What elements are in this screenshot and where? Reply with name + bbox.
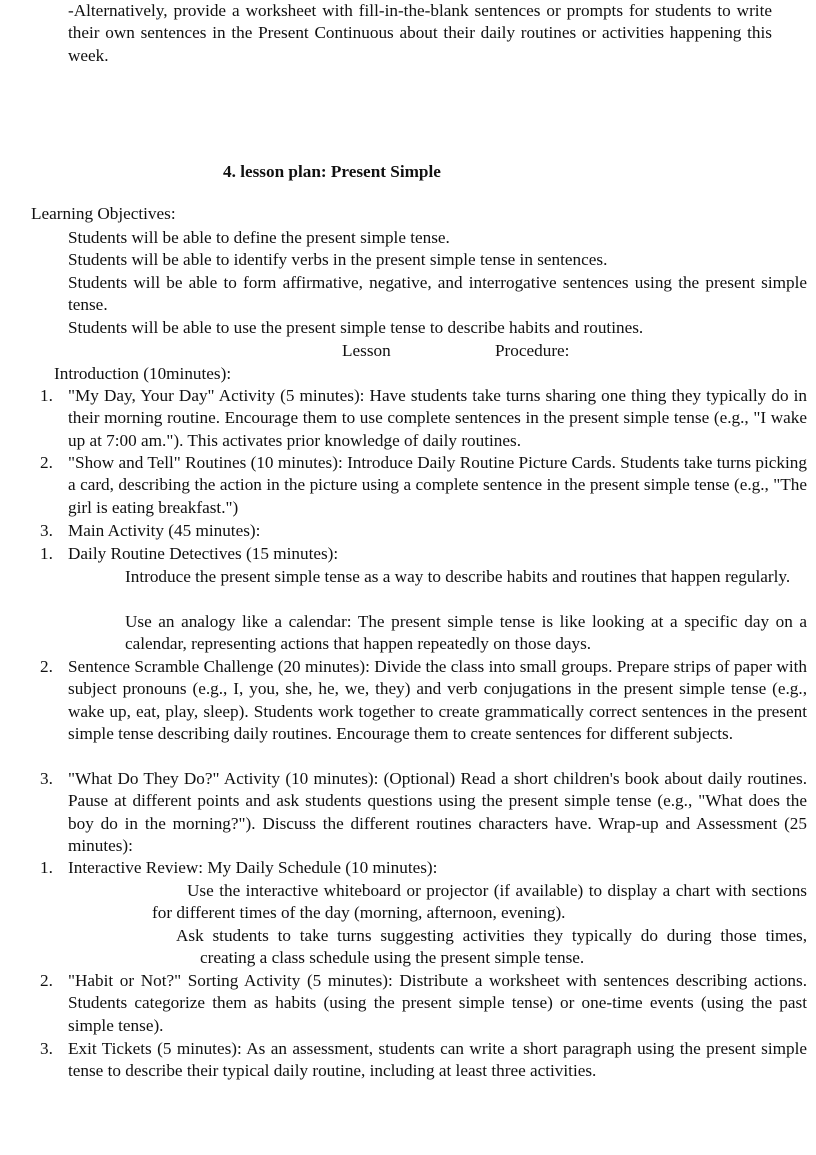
- list-item: Sentence Scramble Challenge (20 minutes): Divide the class into small groups. Prepare strips of paper with subject pronouns (e.g., I, you, she, he, we, they) and verb conjugations in the present simple tense (e.g., wake up, eat, play, sleep). Students work together to create grammatically correct sentences in the present simple tense describing daily routines. Encourage them to create sentences for different subjects.: [68, 657, 807, 744]
- objective-item: Students will be able to define the present simple tense.: [68, 228, 450, 247]
- procedure-heading-word2: Procedure:: [495, 341, 570, 360]
- intro-paragraph: -Alternatively, provide a worksheet with fill-in-the-blank sentences or prompts for students to write their own sentences in the Present Continuous about their daily routines or activities happening this week.: [68, 1, 772, 65]
- list-number: 1.: [40, 386, 53, 405]
- objective-item: Students will be able to use the present simple tense to describe habits and routines.: [68, 318, 644, 337]
- objective-item: Students will be able to form affirmative, negative, and interrogative sentences using the present simple tense.: [68, 273, 807, 315]
- procedure-heading-word1: Lesson: [342, 341, 391, 360]
- list-number: 3.: [40, 521, 53, 540]
- list-number: 2.: [40, 453, 53, 472]
- sub-item: Use the interactive whiteboard or projector (if available) to display a chart with sections for different times of the day (morning, afternoon, evening).: [152, 881, 807, 923]
- list-item: "Show and Tell" Routines (10 minutes): Introduce Daily Routine Picture Cards. Students take turns picking a card, describing the action in the picture using a complete sentence in the present simple tense (e.g., "The girl is eating breakfast."): [68, 453, 807, 517]
- list-item: "Habit or Not?" Sorting Activity (5 minutes): Distribute a worksheet with sentences describing actions. Students categorize them as habits (using the present simple tense) or one-time events (using the past simple tense).: [68, 971, 807, 1035]
- list-number: 1.: [40, 858, 53, 877]
- list-item: "What Do They Do?" Activity (10 minutes): (Optional) Read a short children's book about daily routines. Pause at different points and ask students questions using the present simple tense (e.g., "What does the boy do in the morning?"). Discuss the different routines characters have. Wrap-up and Assessment (25 minutes):: [68, 769, 807, 856]
- list-item: Main Activity (45 minutes):: [68, 521, 261, 540]
- list-item: "My Day, Your Day" Activity (5 minutes): Have students take turns sharing one thing they typically do in their morning routine. Encourage them to use complete sentences in the present simple tense (e.g., "I wake up at 7:00 am."). This activates prior knowledge of daily routines.: [68, 386, 807, 450]
- list-item: Interactive Review: My Daily Schedule (10 minutes):: [68, 858, 438, 877]
- list-item: Daily Routine Detectives (15 minutes):: [68, 544, 339, 563]
- list-number: 3.: [40, 769, 53, 788]
- list-number: 2.: [40, 971, 53, 990]
- lesson-heading: 4. lesson plan: Present Simple: [223, 162, 441, 181]
- list-number: 3.: [40, 1039, 53, 1058]
- list-item: Exit Tickets (5 minutes): As an assessment, students can write a short paragraph using the present simple tense to describe their typical daily routine, including at least three activities.: [68, 1039, 807, 1081]
- sub-item: Use an analogy like a calendar: The present simple tense is like looking at a specific day on a calendar, representing actions that happen repeatedly on those days.: [125, 612, 807, 654]
- objective-item: Students will be able to identify verbs in the present simple tense in sentences.: [68, 250, 608, 269]
- sub-item: Ask students to take turns suggesting activities they typically do during those times, creating a class schedule using the present simple tense.: [176, 926, 807, 968]
- list-number: 1.: [40, 544, 53, 563]
- sub-item: Introduce the present simple tense as a way to describe habits and routines that happen regularly.: [125, 567, 791, 586]
- introduction-label: Introduction (10minutes):: [54, 364, 232, 383]
- objectives-label: Learning Objectives:: [31, 204, 176, 223]
- list-number: 2.: [40, 657, 53, 676]
